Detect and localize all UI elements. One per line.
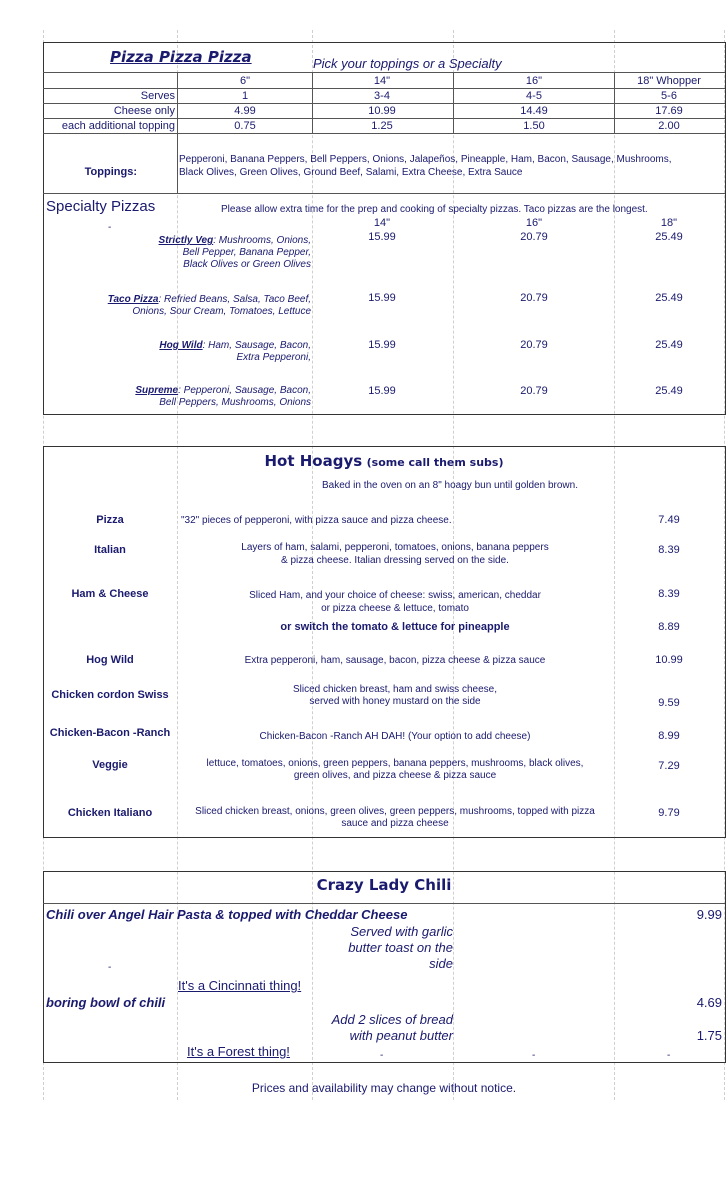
serves-16: 4-5 bbox=[526, 90, 542, 102]
divider bbox=[43, 193, 725, 194]
serves-18: 5-6 bbox=[661, 90, 677, 102]
hoagy-desc: served with honey mustard on the side bbox=[309, 696, 481, 707]
divider bbox=[453, 72, 454, 133]
price: 25.49 bbox=[655, 385, 683, 397]
hoagy-desc: or switch the tomato & lettuce for pineapple bbox=[280, 621, 510, 633]
specialty-taco-pizza bbox=[108, 294, 311, 305]
divider bbox=[43, 133, 725, 134]
row-label-cheese: Cheese only bbox=[113, 105, 175, 117]
specialty-desc: Bell Pepper, Banana Pepper, bbox=[182, 247, 311, 258]
footer-note: Prices and availability may change without notice. bbox=[251, 1081, 517, 1095]
hoagy-name: Chicken Italiano bbox=[67, 807, 153, 819]
specialty-title: Specialty Pizzas bbox=[46, 198, 156, 215]
price: 25.49 bbox=[655, 231, 683, 243]
hoagy-name: Italian bbox=[94, 544, 126, 556]
dash-mark: - bbox=[380, 1050, 384, 1061]
hoagy-price: 10.99 bbox=[655, 654, 683, 666]
price: 25.49 bbox=[655, 339, 683, 351]
specialty-note: Please allow extra time for the prep and cooking of specialty pizzas. Taco pizzas are the longest. bbox=[221, 204, 648, 215]
hoagy-desc: green olives, and pizza cheese & pizza sauce bbox=[293, 770, 497, 781]
hoagy-desc: or pizza cheese & lettuce, tomato bbox=[321, 603, 469, 614]
hoagy-name: Chicken-Bacon -Ranch bbox=[49, 727, 171, 739]
chili-item-note: Served with garlic bbox=[350, 924, 453, 939]
specialty-supreme bbox=[135, 385, 311, 396]
hoagy-name: Ham & Cheese bbox=[71, 588, 149, 600]
hoagy-price: 9.59 bbox=[658, 697, 680, 709]
specialty-desc: Onions, Sour Cream, Tomatoes, Lettuce bbox=[132, 306, 311, 317]
toppings-label: Toppings: bbox=[84, 166, 137, 178]
divider bbox=[43, 103, 725, 104]
specialty-name: Hog Wild bbox=[159, 340, 203, 351]
size-6: 6" bbox=[239, 75, 251, 87]
pizza-subtitle: Pick your toppings or a Specialty bbox=[313, 56, 502, 71]
price: 15.99 bbox=[368, 339, 396, 351]
chili-item-price: 4.69 bbox=[696, 995, 722, 1010]
specialty-strictly-veg bbox=[159, 235, 311, 246]
hoagys-title: Hot Hoagys bbox=[264, 452, 363, 470]
cheese-6: 4.99 bbox=[234, 105, 256, 117]
specialty-name: Taco Pizza bbox=[107, 294, 159, 305]
chili-title: Crazy Lady Chili bbox=[316, 876, 452, 894]
specialty-hog-wild bbox=[159, 340, 311, 351]
chili-addon: with peanut butter bbox=[349, 1028, 453, 1043]
hoagy-name: Chicken cordon Swiss bbox=[51, 689, 169, 701]
price: 25.49 bbox=[655, 292, 683, 304]
hoagy-desc: Sliced chicken breast, ham and swiss cheese, bbox=[293, 684, 497, 695]
specialty-desc: : Mushrooms, Onions, bbox=[213, 235, 311, 246]
hoagy-name: Veggie bbox=[92, 759, 128, 771]
chili-addon-price: 1.75 bbox=[696, 1028, 722, 1043]
size-18: 18" Whopper bbox=[637, 75, 701, 87]
hoagys-subtitle: Baked in the oven on an 8" hoagy bun until golden brown. bbox=[322, 480, 578, 491]
hoagy-desc: & pizza cheese. Italian dressing served on the side. bbox=[281, 555, 509, 566]
dash-mark: - bbox=[108, 222, 112, 233]
row-label-topping: each additional topping bbox=[61, 120, 175, 132]
pizza-title: Pizza Pizza Pizza bbox=[110, 48, 252, 66]
dash-mark: - bbox=[108, 962, 112, 973]
hoagy-price: 8.39 bbox=[658, 588, 680, 600]
specialty-desc: Black Olives or Green Olives bbox=[183, 259, 311, 270]
price: 15.99 bbox=[368, 385, 396, 397]
divider bbox=[177, 72, 178, 133]
hoagy-price: 7.49 bbox=[658, 514, 680, 526]
dash-mark: - bbox=[532, 1050, 536, 1061]
price: 20.79 bbox=[520, 292, 548, 304]
topping-14: 1.25 bbox=[371, 120, 393, 132]
topping-18: 2.00 bbox=[658, 120, 680, 132]
chili-item-name: boring bowl of chili bbox=[46, 995, 166, 1010]
cheese-18: 17.69 bbox=[655, 105, 683, 117]
hoagy-name: Hog Wild bbox=[86, 654, 134, 666]
specialty-size-14: 14" bbox=[373, 217, 391, 229]
divider bbox=[312, 72, 313, 133]
price: 20.79 bbox=[520, 231, 548, 243]
divider bbox=[43, 88, 725, 89]
specialty-name: Supreme bbox=[135, 385, 179, 396]
size-14: 14" bbox=[373, 75, 391, 87]
chili-addon: Add 2 slices of bread bbox=[331, 1012, 453, 1027]
hoagy-desc: Chicken-Bacon -Ranch AH DAH! (Your option to add cheese) bbox=[259, 731, 531, 742]
price: 20.79 bbox=[520, 385, 548, 397]
dash-mark: - bbox=[667, 1050, 671, 1061]
serves-6: 1 bbox=[241, 90, 249, 102]
divider bbox=[614, 72, 615, 133]
divider bbox=[43, 903, 725, 904]
price: 15.99 bbox=[368, 292, 396, 304]
hoagy-price: 7.29 bbox=[658, 760, 680, 772]
topping-16: 1.50 bbox=[523, 120, 545, 132]
divider bbox=[43, 72, 725, 73]
specialty-desc: Bell Peppers, Mushrooms, Onions bbox=[159, 397, 311, 408]
specialty-desc: : Ham, Sausage, Bacon, bbox=[202, 340, 311, 351]
cheese-14: 10.99 bbox=[368, 105, 396, 117]
hoagy-desc: "32" pieces of pepperoni, with pizza sauce and pizza cheese. bbox=[181, 515, 452, 526]
hoagy-price: 9.79 bbox=[658, 807, 680, 819]
specialty-size-18: 18" bbox=[660, 217, 678, 229]
row-label-serves: Serves bbox=[140, 90, 175, 102]
hoagy-price: 8.89 bbox=[658, 621, 680, 633]
hoagy-desc: Sliced chicken breast, onions, green olives, green peppers, mushrooms, topped with pizza bbox=[195, 806, 595, 817]
chili-item-tag: It's a Cincinnati thing! bbox=[178, 978, 302, 993]
toppings-line-1: Pepperoni, Banana Peppers, Bell Peppers, Onions, Jalapeños, Pineapple, Ham, Bacon, Sausage, Mushrooms, bbox=[179, 154, 672, 165]
size-16: 16" bbox=[525, 75, 543, 87]
chili-item-note: butter toast on the bbox=[348, 940, 453, 955]
specialty-name: Strictly Veg bbox=[158, 235, 214, 246]
chili-item-price: 9.99 bbox=[696, 907, 722, 922]
price: 15.99 bbox=[368, 231, 396, 243]
hoagy-desc: Sliced Ham, and your choice of cheese: swiss, american, cheddar bbox=[249, 590, 541, 601]
chili-item-name: Chili over Angel Hair Pasta & topped with Cheddar Cheese bbox=[46, 907, 408, 922]
hoagys-title-note: (some call them subs) bbox=[366, 456, 504, 469]
toppings-line-2: Black Olives, Green Olives, Ground Beef, Salami, Extra Cheese, Extra Sauce bbox=[179, 167, 523, 178]
hoagy-desc: sauce and pizza cheese bbox=[341, 818, 449, 829]
divider bbox=[43, 118, 725, 119]
chili-item-note: side bbox=[429, 956, 453, 971]
cheese-16: 14.49 bbox=[520, 105, 548, 117]
hoagy-desc: Layers of ham, salami, pepperoni, tomatoes, onions, banana peppers bbox=[241, 542, 549, 553]
serves-14: 3-4 bbox=[374, 90, 390, 102]
topping-6: 0.75 bbox=[234, 120, 256, 132]
price: 20.79 bbox=[520, 339, 548, 351]
hoagy-desc: Extra pepperoni, ham, sausage, bacon, pizza cheese & pizza sauce bbox=[244, 655, 546, 666]
chili-item-tag: It's a Forest thing! bbox=[187, 1044, 290, 1059]
hoagy-name: Pizza bbox=[96, 514, 124, 526]
divider bbox=[177, 133, 178, 193]
hoagys-heading bbox=[264, 452, 503, 471]
specialty-size-16: 16" bbox=[525, 217, 543, 229]
specialty-desc: Extra Pepperoni, bbox=[236, 352, 311, 363]
hoagy-price: 8.99 bbox=[658, 730, 680, 742]
specialty-desc: : Pepperoni, Sausage, Bacon, bbox=[178, 385, 311, 396]
specialty-desc: : Refried Beans, Salsa, Taco Beef, bbox=[158, 294, 311, 305]
hoagy-desc: lettuce, tomatoes, onions, green peppers, banana peppers, mushrooms, black olives, bbox=[206, 758, 584, 769]
hoagy-price: 8.39 bbox=[658, 544, 680, 556]
